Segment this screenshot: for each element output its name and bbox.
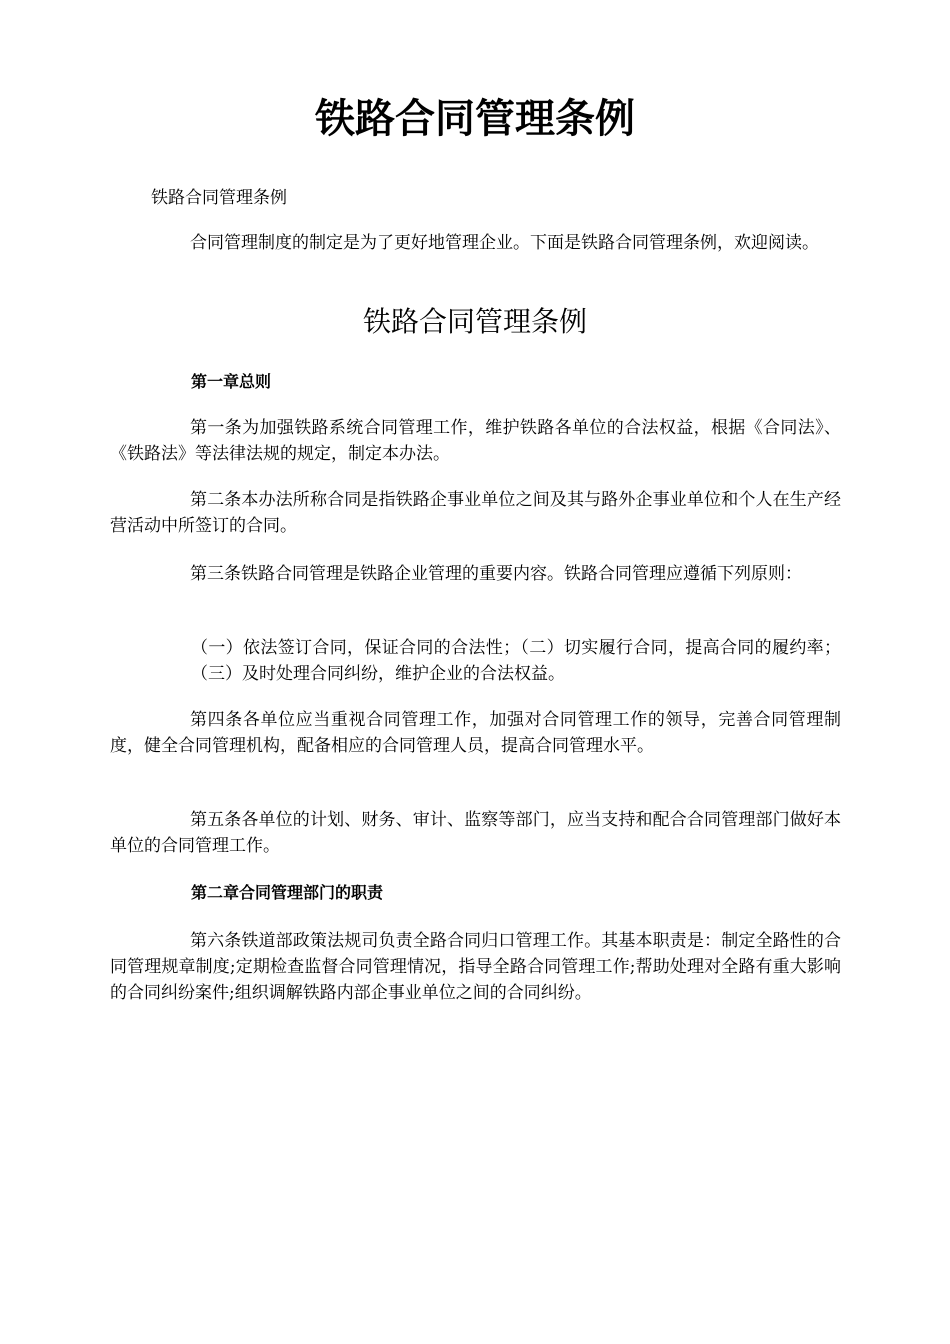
document-title: 铁路合同管理条例 bbox=[315, 96, 635, 142]
article-5: 第五条各单位的计划、财务、审计、监察等部门，应当支持和配合合同管理部门做好本单位的合同管理工作。 bbox=[110, 810, 841, 856]
article-6: 第六条铁道部政策法规司负责全路合同归口管理工作。其基本职责是：制定全路性的合同管理规章制度;定期检查监督合同管理情况，指导全路合同管理工作;帮助处理对全路有重大影响的合同纠纷案件;组织调解铁路内部企事业单位之间的合同纠纷。 bbox=[110, 931, 841, 1003]
intro-paragraph: 合同管理制度的制定是为了更好地管理企业。下面是铁路合同管理条例，欢迎阅读。 bbox=[190, 233, 819, 253]
chapter-2-heading: 第二章合同管理部门的职责 bbox=[191, 883, 384, 902]
section-title: 铁路合同管理条例 bbox=[362, 305, 587, 338]
article-2: 第二条本办法所称合同是指铁路企事业单位之间及其与路外企事业单位和个人在生产经营活动中所签订的合同。 bbox=[110, 490, 841, 536]
article-3: 第三条铁路合同管理是铁路企业管理的重要内容。铁路合同管理应遵循下列原则： bbox=[190, 564, 802, 584]
article-1: 第一条为加强铁路系统合同管理工作，维护铁路各单位的合法权益，根据《合同法》、《铁路法》等法律法规的规定，制定本办法。 bbox=[110, 418, 841, 464]
chapter-1-heading: 第一章总则 bbox=[191, 372, 272, 391]
article-4: 第四条各单位应当重视合同管理工作，加强对合同管理工作的领导，完善合同管理制度，健全合同管理机构，配备相应的合同管理人员，提高合同管理水平。 bbox=[110, 710, 841, 756]
article-3-items: （一）依法签订合同，保证合同的合法性；（二）切实履行合同，提高合同的履约率；（三）及时处理合同纠纷，维护企业的合法权益。 bbox=[191, 638, 841, 684]
document-subtitle: 铁路合同管理条例 bbox=[151, 188, 287, 208]
